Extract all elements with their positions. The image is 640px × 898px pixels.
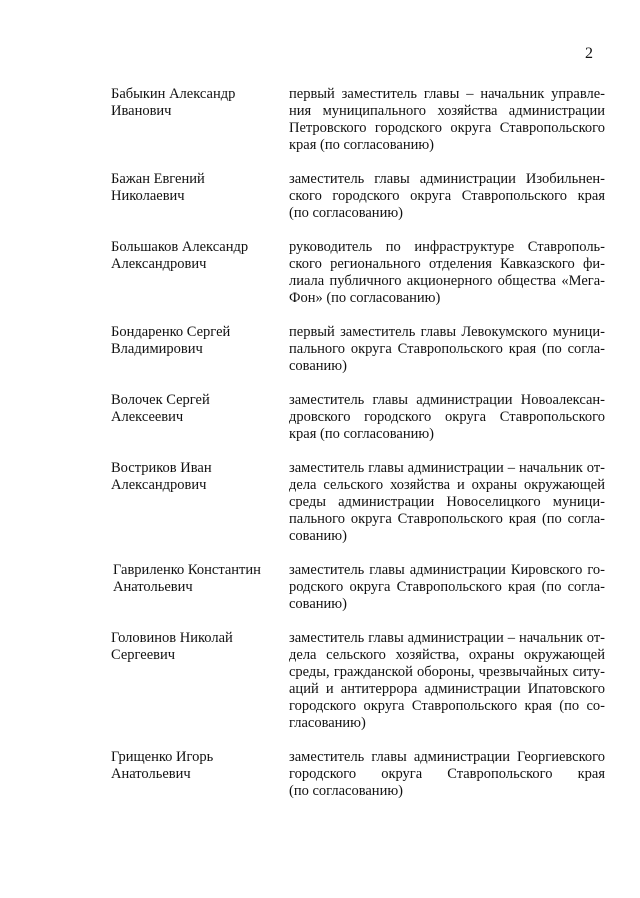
member-name: Волочек Сергей Алексеевич bbox=[111, 392, 210, 425]
page-number: 2 bbox=[585, 45, 593, 62]
role-line: края (по согласованию) bbox=[289, 426, 435, 442]
member-role bbox=[289, 562, 605, 613]
role-line: городского округа Ставропольского края bbox=[289, 766, 605, 782]
role-line: Петровского городского округа Ставропольского bbox=[289, 120, 605, 136]
role-line: ского регионального отделения Кавказского фи- bbox=[289, 256, 605, 272]
role-line: сованию) bbox=[289, 528, 347, 544]
role-line: среды администрации Новоселицкого муници- bbox=[289, 494, 605, 510]
member-role bbox=[289, 86, 605, 154]
member-name: Бондаренко Сергей Владимирович bbox=[111, 324, 231, 357]
member-role bbox=[289, 630, 605, 732]
member-name: Бабыкин Александр Иванович bbox=[111, 86, 236, 119]
member-role bbox=[289, 324, 605, 375]
role-line: края (по согласованию) bbox=[289, 137, 435, 153]
role-line: (по согласованию) bbox=[289, 205, 403, 221]
role-line: аций и антитеррора администрации Ипатовского bbox=[289, 681, 605, 697]
role-line: гласованию) bbox=[289, 715, 366, 731]
member-role bbox=[289, 460, 605, 545]
role-line: городского округа Ставропольского края (по со- bbox=[289, 698, 605, 714]
role-line: ния муниципального хозяйства администрации bbox=[289, 103, 605, 119]
role-line: руководитель по инфраструктуре Ставрополь- bbox=[289, 239, 605, 255]
member-name: Грищенко Игорь Анатольевич bbox=[111, 749, 214, 782]
member-name: Головинов Николай Сергеевич bbox=[111, 630, 233, 663]
role-line: дровского городского округа Ставропольского bbox=[289, 409, 605, 425]
role-line: заместитель главы администрации Изобильнен- bbox=[289, 171, 605, 187]
member-role bbox=[289, 239, 605, 307]
member-name: Гавриленко Константин Анатольевич bbox=[113, 562, 261, 595]
role-line: пального округа Ставропольского края (по согла- bbox=[289, 511, 605, 527]
role-line: заместитель главы администрации Кировского го- bbox=[289, 562, 605, 578]
role-line: дела сельского хозяйства, охраны окружающей bbox=[289, 647, 605, 663]
role-line: заместитель главы администрации – начальник от- bbox=[289, 630, 605, 646]
member-role bbox=[289, 749, 605, 800]
role-line: дела сельского хозяйства и охраны окружающей bbox=[289, 477, 605, 493]
member-name: Большаков Александр Александрович bbox=[111, 239, 249, 272]
member-role bbox=[289, 392, 605, 443]
role-line: заместитель главы администрации Георгиевского bbox=[289, 749, 605, 765]
role-line: родского округа Ставропольского края (по согла- bbox=[289, 579, 605, 595]
member-role bbox=[289, 171, 605, 222]
role-line: заместитель главы администрации Новоалексан- bbox=[289, 392, 605, 408]
role-line: сованию) bbox=[289, 358, 347, 374]
member-name: Бажан Евгений Николаевич bbox=[111, 171, 205, 204]
role-line: Фон» (по согласованию) bbox=[289, 290, 441, 306]
role-line: первый заместитель главы – начальник управле- bbox=[289, 86, 605, 102]
member-name: Востриков Иван Александрович bbox=[111, 460, 212, 493]
role-line: лиала публичного акционерного общества «Мега- bbox=[289, 273, 605, 289]
role-line: среды, гражданской обороны, чрезвычайных ситу- bbox=[289, 664, 605, 680]
role-line: пального округа Ставропольского края (по согла- bbox=[289, 341, 605, 357]
role-line: ского городского округа Ставропольского края bbox=[289, 188, 605, 204]
role-line: первый заместитель главы Левокумского муници- bbox=[289, 324, 605, 340]
role-line: сованию) bbox=[289, 596, 347, 612]
role-line: заместитель главы администрации – начальник от- bbox=[289, 460, 605, 476]
role-line: (по согласованию) bbox=[289, 783, 403, 799]
